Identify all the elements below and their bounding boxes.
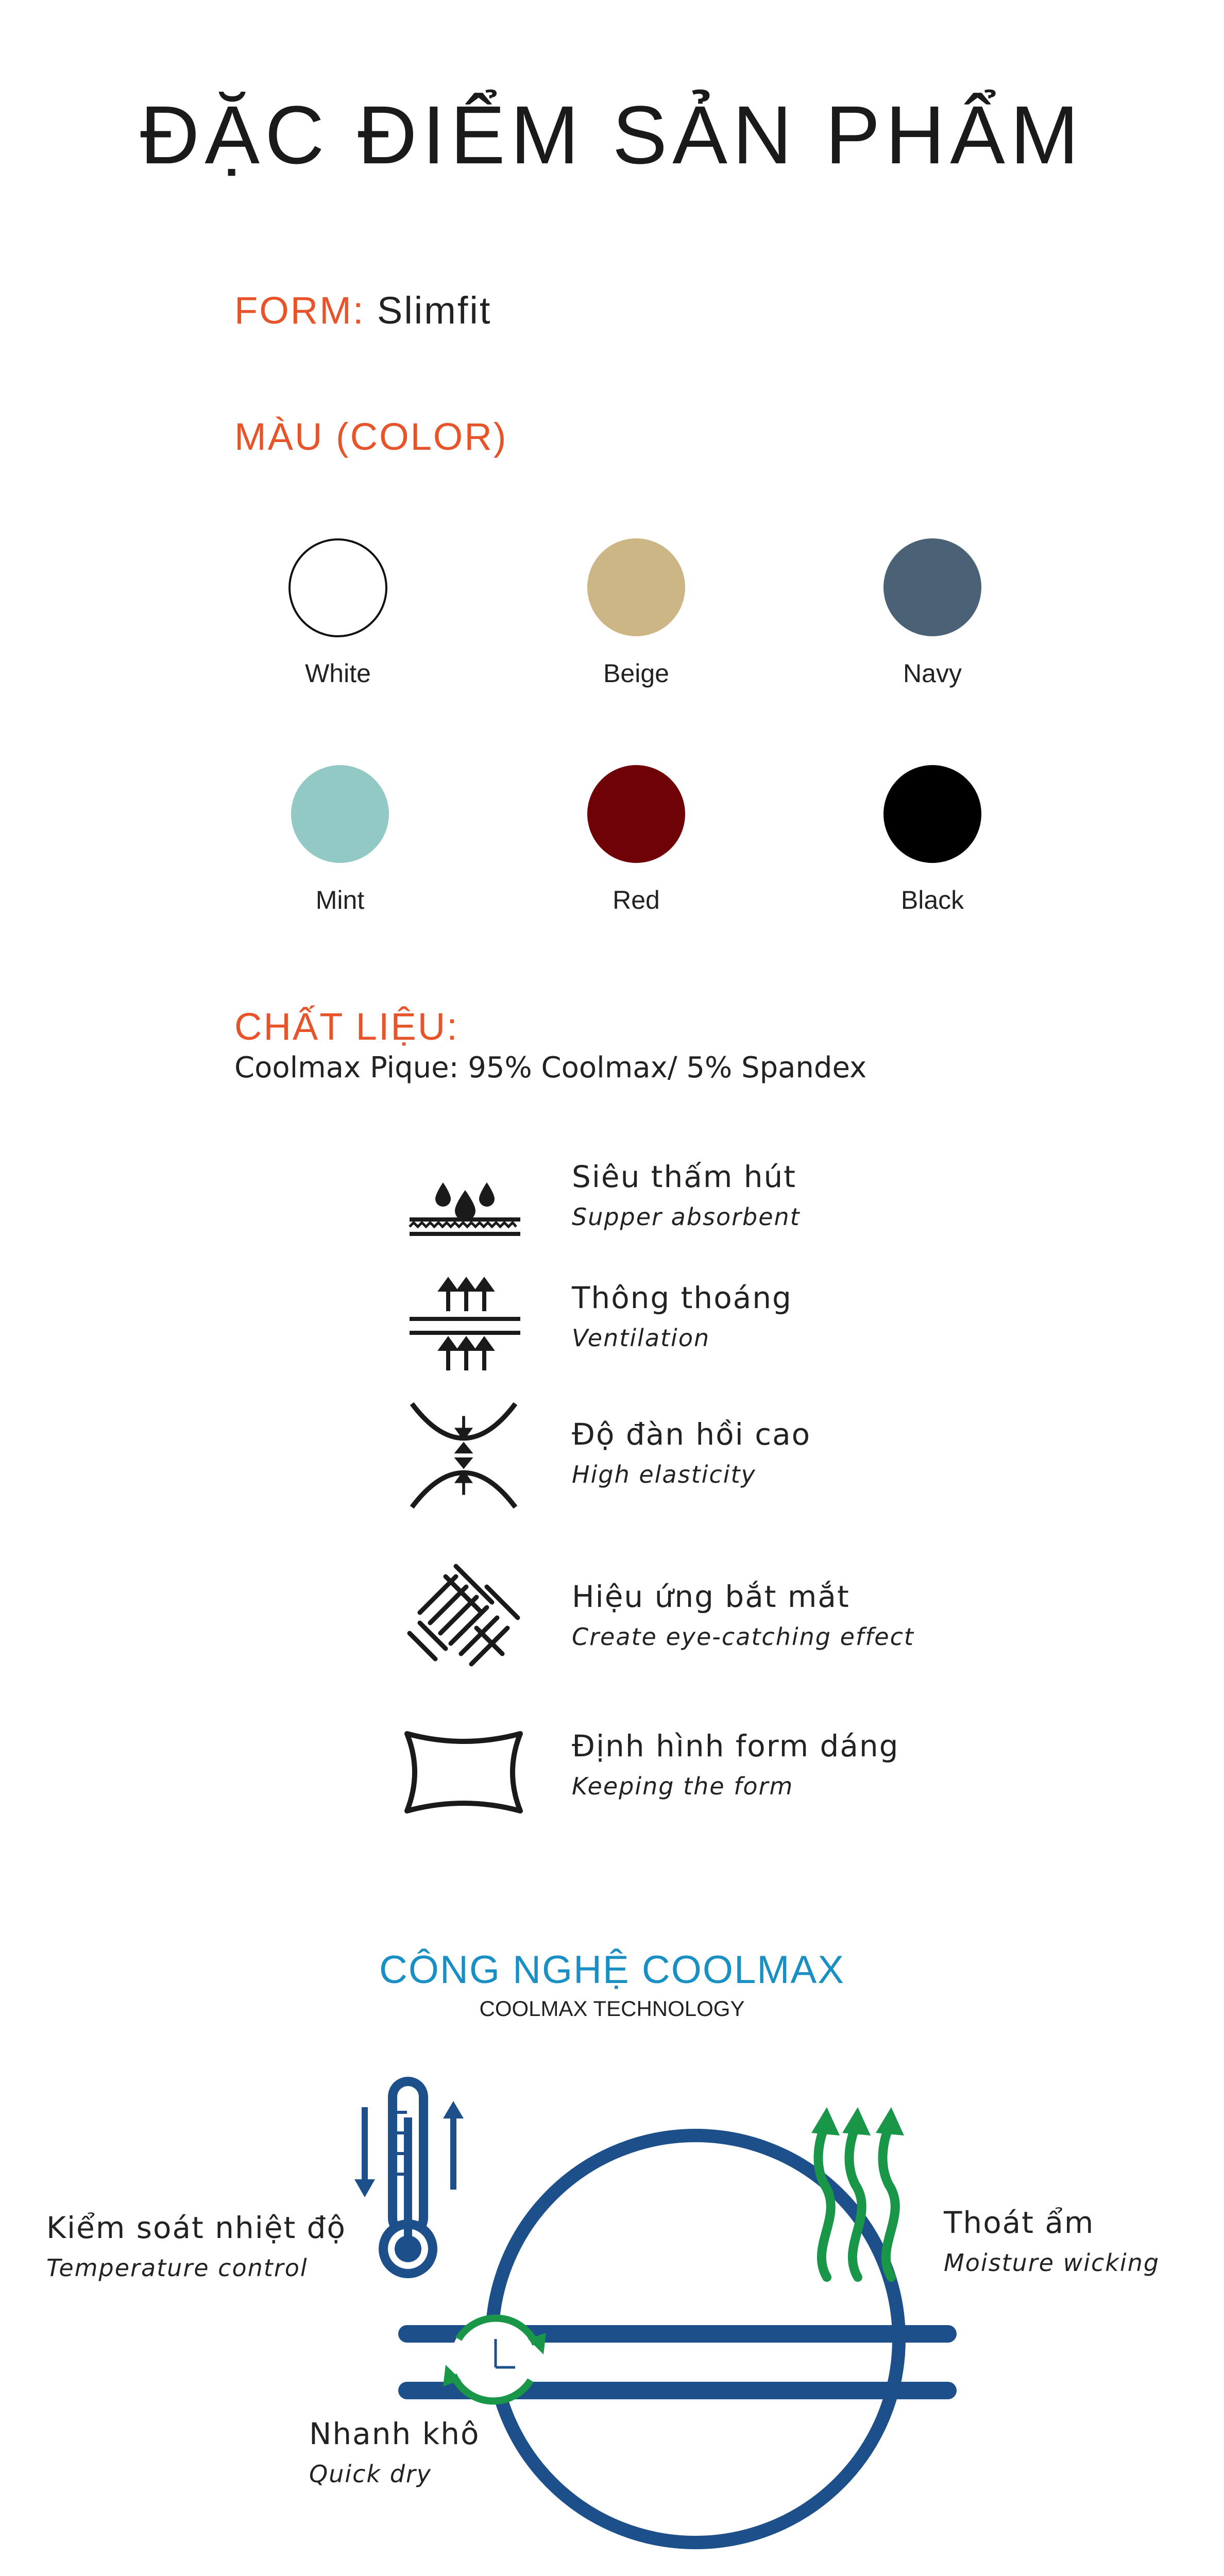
swatch-black	[883, 765, 981, 863]
swatch-name-mint: Mint	[315, 886, 365, 914]
feature-ventilation-vn: Thông thoáng	[572, 1280, 792, 1315]
swatch-name-white: White	[305, 659, 371, 688]
form-line	[234, 289, 491, 332]
tech-quickdry-vn: Nhanh khô	[309, 2416, 480, 2451]
tech-quickdry-en: Quick dry	[309, 2460, 432, 2488]
moisture-arrows-icon	[818, 2128, 895, 2277]
swatch-red	[587, 765, 685, 863]
tech-moisture-en: Moisture wicking	[944, 2249, 1160, 2277]
swatch-name-beige: Beige	[603, 659, 669, 688]
technology-subtitle: COOLMAX TECHNOLOGY	[479, 1996, 745, 2021]
swatch-name-black: Black	[900, 886, 964, 914]
feature-elasticity-en: High elasticity	[572, 1461, 756, 1488]
feature-absorbent-vn: Siêu thấm hút	[572, 1159, 797, 1194]
feature-ventilation-en: Ventilation	[572, 1324, 710, 1352]
tech-moisture-vn: Thoát ẩm	[944, 2205, 1095, 2240]
tech-temperature-en: Temperature control	[46, 2254, 308, 2282]
weave-pattern-icon	[399, 1556, 528, 1669]
feature-form-en: Keeping the form	[572, 1772, 794, 1800]
feature-eye-catching-vn: Hiệu ứng bắt mắt	[572, 1579, 850, 1614]
swatch-name-navy: Navy	[903, 659, 962, 688]
material-value: Coolmax Pique: 95% Coolmax/ 5% Spandex	[234, 1051, 867, 1084]
swatch-beige	[587, 538, 685, 636]
water-absorb-icon	[399, 1146, 528, 1260]
feature-form-vn: Định hình form dáng	[572, 1728, 899, 1764]
form-shape-icon	[399, 1716, 528, 1829]
feature-eye-catching-en: Create eye-catching effect	[572, 1623, 914, 1651]
technology-title: CÔNG NGHỆ COOLMAX	[379, 1948, 845, 1992]
material-label: CHẤT LIỆU:	[234, 1005, 459, 1048]
coolmax-diagram	[0, 2050, 1224, 2576]
swatch-mint	[291, 765, 389, 863]
swatch-white	[288, 538, 387, 637]
color-section-label: MÀU (COLOR)	[234, 415, 508, 458]
feature-elasticity-vn: Độ đàn hồi cao	[572, 1417, 811, 1452]
swatch-name-red: Red	[613, 886, 660, 914]
form-label: FORM:	[234, 289, 365, 332]
ventilation-icon	[399, 1267, 528, 1381]
thermometer-icon	[354, 2081, 464, 2274]
feature-absorbent-en: Supper absorbent	[572, 1203, 801, 1231]
swatch-navy	[883, 538, 981, 636]
page-title: ĐẶC ĐIỂM SẢN PHẨM	[140, 89, 1084, 181]
tech-temperature-vn: Kiểm soát nhiệt độ	[46, 2210, 346, 2245]
form-value: Slimfit	[377, 289, 492, 332]
elasticity-icon	[399, 1399, 528, 1512]
